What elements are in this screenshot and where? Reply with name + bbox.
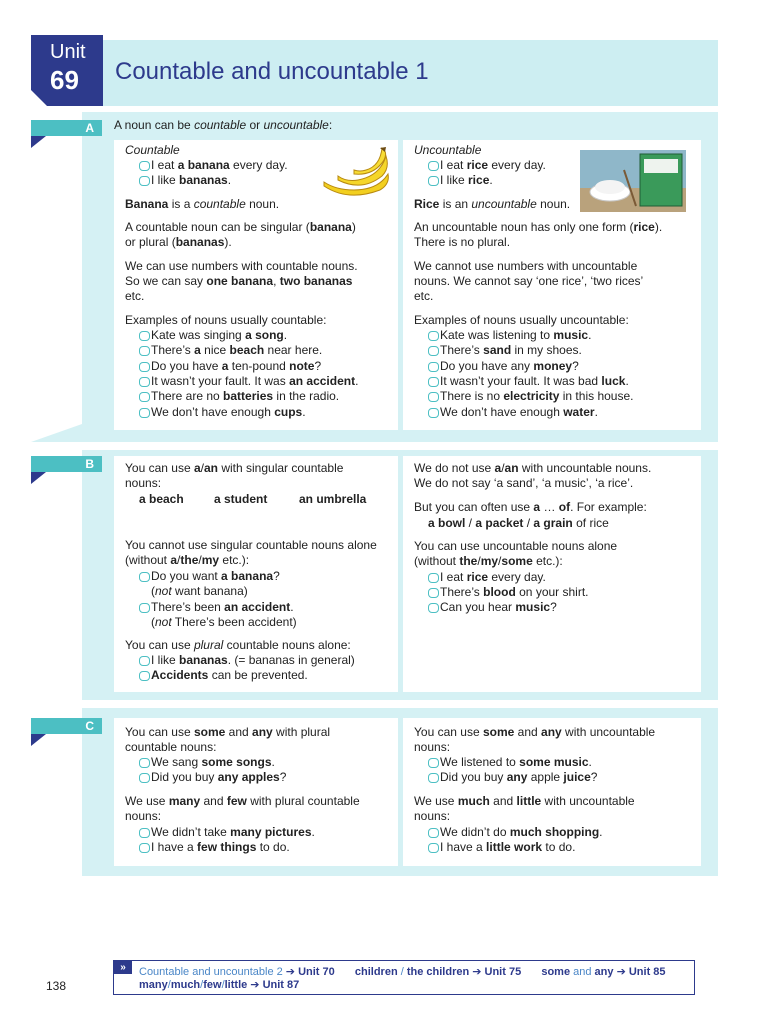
c-left-text: We use many and few with plural countable — [125, 794, 360, 808]
b-left-text: You can use plural countable nouns alone: — [125, 638, 351, 652]
countable-text: We can use numbers with countable nouns. — [125, 259, 358, 273]
list-item: Do you have any money? — [413, 359, 579, 375]
uncountable-text: etc. — [414, 289, 434, 303]
c-right-text: nouns: — [414, 740, 451, 754]
c-left-text: You can use some and any with plural — [125, 725, 331, 739]
c-left-text: countable nouns: — [125, 740, 217, 754]
list-item: There’s a nice beach near here. — [124, 343, 322, 359]
double-chevron-icon: » — [114, 961, 132, 974]
list-item: We don’t have enough water. — [413, 405, 598, 421]
list-item: We don’t have enough cups. — [124, 405, 306, 421]
countable-def: Banana is a countable noun. — [125, 197, 280, 211]
uncountable-text: There is no plural. — [414, 235, 511, 249]
b-right-text: We do not say ‘a sand’, ‘a music’, ‘a rice’. — [414, 476, 634, 490]
bullet-icon — [139, 843, 150, 853]
list-item: We sang some songs. — [124, 755, 275, 771]
rice-icon — [580, 150, 686, 212]
list-item: It wasn’t your fault. It was bad luck. — [413, 374, 629, 390]
bullet-icon — [428, 588, 439, 598]
bullet-icon — [139, 656, 150, 666]
list-item: I eat rice every day. — [413, 158, 546, 174]
list-item: There are no batteries in the radio. — [124, 389, 339, 405]
b-right-text: We do not use a/an with uncountable nouns. — [414, 461, 652, 475]
list-item: Do you want a banana? — [124, 569, 280, 585]
tab-corner-b — [31, 472, 46, 484]
bullet-icon — [139, 773, 150, 783]
bullet-icon — [139, 331, 150, 341]
c-right-text: You can use some and any with uncountable — [414, 725, 656, 739]
list-item: Kate was singing a song. — [124, 328, 287, 344]
list-item: Do you have a ten-pound note? — [124, 359, 321, 375]
list-item: Can you hear music? — [413, 600, 557, 616]
bullet-icon — [428, 603, 439, 613]
uncountable-text: An uncountable noun has only one form (rice). — [414, 220, 663, 234]
list-item: I like bananas. (= bananas in general) — [124, 653, 355, 669]
list-item: There’s blood on your shirt. — [413, 585, 589, 601]
list-item: I have a few things to do. — [124, 840, 290, 856]
list-item: There is no electricity in this house. — [413, 389, 633, 405]
list-item: I like rice. — [413, 173, 493, 189]
bullet-icon — [428, 362, 439, 372]
bullet-icon — [139, 346, 150, 356]
list-item: There’s sand in my shoes. — [413, 343, 582, 359]
bullet-icon — [139, 176, 150, 186]
bullet-icon — [428, 346, 439, 356]
list-item: I like bananas. — [124, 173, 231, 189]
b-left-text: (without a/the/my etc.): — [125, 553, 250, 567]
bullet-icon — [139, 161, 150, 171]
bullet-icon — [428, 331, 439, 341]
unit-link[interactable]: ➔ Unit 87 — [247, 979, 300, 991]
uncountable-def: Rice is an uncountable noun. — [414, 197, 571, 211]
bullet-icon — [139, 758, 150, 768]
uncountable-text: Examples of nouns usually uncountable: — [414, 313, 629, 327]
unit-corner — [31, 90, 47, 106]
list-item: We didn’t do much shopping. — [413, 825, 603, 841]
bullet-icon — [139, 603, 150, 613]
bullet-icon — [139, 671, 150, 681]
b-right-text: a bowl / a packet / a grain of rice — [428, 516, 609, 530]
countable-text: Examples of nouns usually countable: — [125, 313, 327, 327]
list-item: It wasn’t your fault. It was an accident. — [124, 374, 358, 390]
bullet-icon — [139, 408, 150, 418]
cross-reference-line: Countable and uncountable 2 ➔ Unit 70 children / the children ➔ Unit 75 some and any ➔ Unit 85 — [139, 966, 666, 978]
c-right-text: We use much and little with uncountable — [414, 794, 635, 808]
list-item: We listened to some music. — [413, 755, 592, 771]
b-left-text: nouns: — [125, 476, 162, 490]
title-band — [103, 40, 718, 106]
page-number: 138 — [46, 979, 67, 993]
bullet-icon — [139, 572, 150, 582]
uncountable-text: nouns. We cannot say ‘one rice’, ‘two rices’ — [414, 274, 644, 288]
bullet-icon — [428, 843, 439, 853]
bullet-icon — [428, 828, 439, 838]
list-item: There’s been an accident. — [124, 600, 294, 616]
example-word: an umbrella — [299, 492, 367, 506]
list-item: Kate was listening to music. — [413, 328, 591, 344]
list-item: I eat a banana every day. — [124, 158, 288, 174]
uncountable-heading: Uncountable — [414, 143, 482, 157]
list-note: (not There’s been accident) — [151, 615, 297, 629]
banana-icon — [318, 146, 394, 202]
unit-label: Unit — [50, 41, 86, 63]
bullet-icon — [428, 392, 439, 402]
list-item: Did you buy any apples? — [124, 770, 286, 786]
c-right-text: nouns: — [414, 809, 451, 823]
countable-text: So we can say one banana, two bananas — [125, 274, 353, 288]
unit-link[interactable]: ➔ Unit 85 — [613, 966, 666, 978]
cross-reference-box — [113, 960, 695, 995]
cross-reference-line: many/much/few/little ➔ Unit 87 — [139, 979, 300, 991]
unit-link[interactable]: ➔ Unit 70 — [285, 966, 335, 978]
section-tab-c: C — [31, 718, 102, 734]
b-right-text: But you can often use a … of. For example: — [414, 500, 647, 514]
example-word: a beach — [139, 492, 184, 506]
page-title: Countable and uncountable 1 — [115, 58, 429, 85]
section-tab-a: A — [31, 120, 102, 136]
b-right-text: You can use uncountable nouns alone — [414, 539, 618, 553]
tab-corner-a — [31, 136, 46, 148]
list-item: I have a little work to do. — [413, 840, 575, 856]
bullet-icon — [428, 161, 439, 171]
b-left-text: You can use a/an with singular countable — [125, 461, 344, 475]
bullet-icon — [139, 377, 150, 387]
bullet-icon — [428, 176, 439, 186]
list-item: We didn’t take many pictures. — [124, 825, 315, 841]
bullet-icon — [139, 392, 150, 402]
bullet-icon — [428, 408, 439, 418]
section-a-intro: A noun can be countable or uncountable: — [114, 118, 333, 132]
bullet-icon — [428, 377, 439, 387]
b-left-text: You cannot use singular countable nouns alone — [125, 538, 377, 552]
list-item: Accidents can be prevented. — [124, 668, 308, 684]
countable-heading: Countable — [125, 143, 180, 157]
countable-text: etc. — [125, 289, 145, 303]
bullet-icon — [428, 758, 439, 768]
section-a-tail — [31, 424, 82, 442]
tab-corner-c — [31, 734, 46, 746]
unit-link[interactable]: ➔ Unit 75 — [469, 966, 522, 978]
list-item: Did you buy any apple juice? — [413, 770, 597, 786]
bullet-icon — [139, 362, 150, 372]
example-word: a student — [214, 492, 268, 506]
c-left-text: nouns: — [125, 809, 162, 823]
list-note: (not want banana) — [151, 584, 248, 598]
countable-text: or plural (bananas). — [125, 235, 232, 249]
bullet-icon — [428, 573, 439, 583]
bullet-icon — [139, 828, 150, 838]
bullet-icon — [428, 773, 439, 783]
unit-number: 69 — [50, 65, 79, 95]
section-tab-b: B — [31, 456, 102, 472]
countable-text: A countable noun can be singular (banana) — [125, 220, 356, 234]
b-right-text: (without the/my/some etc.): — [414, 554, 563, 568]
uncountable-text: We cannot use numbers with uncountable — [414, 259, 638, 273]
list-item: I eat rice every day. — [413, 570, 546, 586]
